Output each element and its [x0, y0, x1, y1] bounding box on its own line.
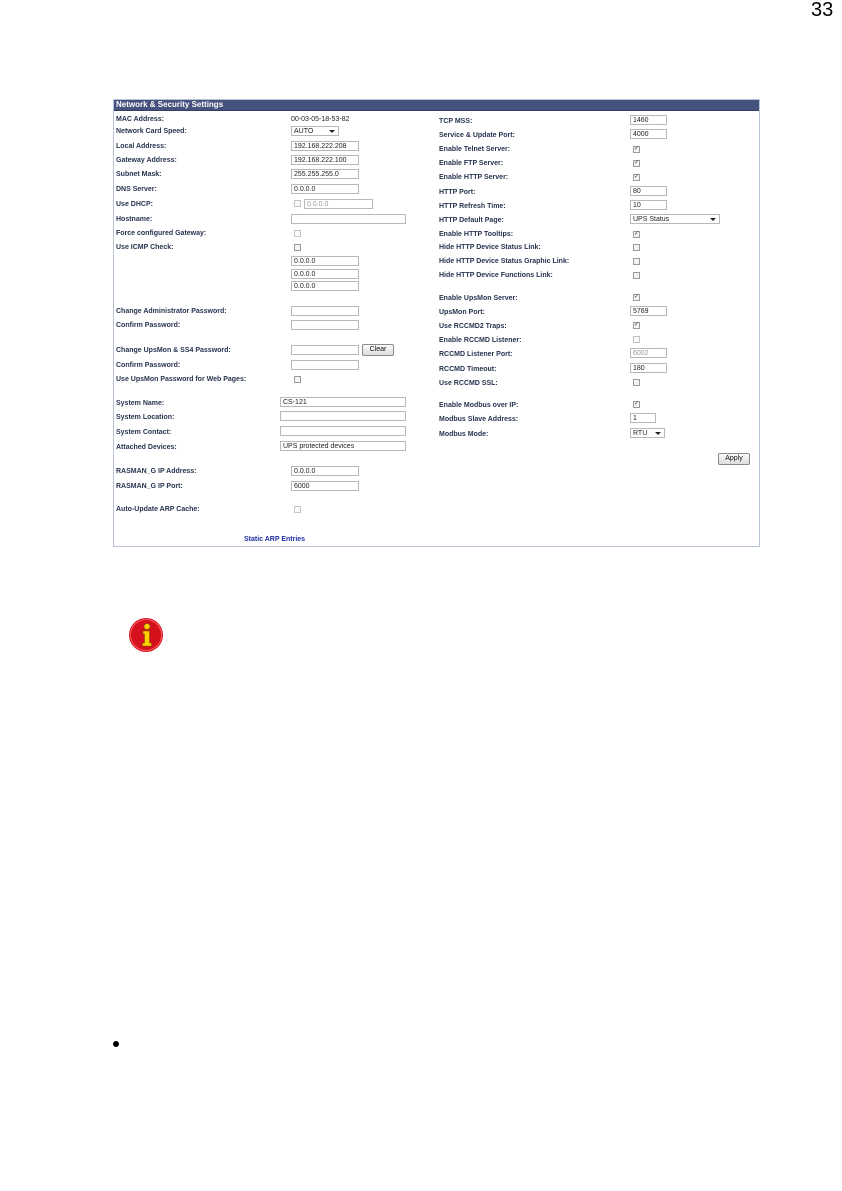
enable-http-checkbox[interactable] [633, 174, 640, 181]
hide-functions-link-label: Hide HTTP Device Functions Link: [439, 272, 553, 279]
rccmd-listener-port-input[interactable]: 6002 [630, 348, 667, 358]
http-refresh-time-input[interactable]: 10 [630, 200, 667, 210]
admin-password-input[interactable] [291, 306, 359, 316]
use-dhcp-checkbox[interactable] [294, 200, 301, 207]
system-name-input[interactable]: CS-121 [280, 397, 406, 407]
subnet-mask-input[interactable]: 255.255.255.0 [291, 169, 359, 179]
service-update-port-input[interactable]: 4000 [630, 129, 667, 139]
icmp-ip-input-2[interactable]: 0.0.0.0 [291, 269, 359, 279]
enable-rccmd-listener-checkbox[interactable] [633, 336, 640, 343]
system-contact-input[interactable] [280, 426, 406, 436]
mac-address-label: MAC Address: [116, 116, 164, 123]
clear-button[interactable]: Clear [362, 344, 394, 356]
subnet-mask-label: Subnet Mask: [116, 171, 162, 178]
use-icmp-check-label: Use ICMP Check: [116, 244, 174, 251]
system-location-label: System Location: [116, 414, 175, 421]
http-port-input[interactable]: 80 [630, 186, 667, 196]
info-icon [127, 616, 165, 654]
rasman-ip-address-label: RASMAN_G IP Address: [116, 468, 197, 475]
enable-upsmon-server-label: Enable UpsMon Server: [439, 295, 518, 302]
use-dhcp-label: Use DHCP: [116, 201, 153, 208]
use-rccmd-ssl-checkbox[interactable] [633, 379, 640, 386]
rasman-ip-address-input[interactable]: 0.0.0.0 [291, 466, 359, 476]
rasman-ip-port-input[interactable]: 6000 [291, 481, 359, 491]
attached-devices-label: Attached Devices: [116, 444, 177, 451]
icmp-ip-input-3[interactable]: 0.0.0.0 [291, 281, 359, 291]
panel-header [114, 100, 759, 111]
force-gateway-label: Force configured Gateway: [116, 230, 207, 237]
enable-ftp-checkbox[interactable] [633, 160, 640, 167]
static-arp-entries-link[interactable]: Static ARP Entries [244, 536, 306, 543]
modbus-mode-value: RTU [633, 430, 648, 437]
checkmark-icon: ✓ [634, 294, 640, 300]
dns-server-input[interactable]: 0.0.0.0 [291, 184, 359, 194]
network-card-speed-value: AUTO [294, 128, 314, 135]
enable-http-tooltips-checkbox[interactable] [633, 231, 640, 238]
attached-devices-input[interactable]: UPS protected devices [280, 441, 406, 451]
admin-password-label: Change Administrator Password: [116, 308, 227, 315]
http-port-label: HTTP Port: [439, 189, 476, 196]
enable-modbus-checkbox[interactable] [633, 401, 640, 408]
hide-status-graphic-link-checkbox[interactable] [633, 258, 640, 265]
local-address-input[interactable]: 192.168.222.208 [291, 141, 359, 151]
apply-button[interactable]: Apply [718, 453, 750, 465]
chevron-down-icon [329, 130, 335, 133]
chevron-down-icon [710, 218, 716, 221]
network-security-panel [113, 99, 760, 547]
auto-update-arp-cache-label: Auto-Update ARP Cache: [116, 506, 200, 513]
modbus-mode-label: Modbus Mode: [439, 431, 489, 438]
http-default-page-value: UPS Status [633, 216, 670, 223]
network-card-speed-label: Network Card Speed: [116, 128, 187, 135]
use-rccmd2-traps-checkbox[interactable] [633, 322, 640, 329]
dns-server-label: DNS Server: [116, 186, 157, 193]
system-location-input[interactable] [280, 411, 406, 421]
checkmark-icon: ✓ [634, 401, 640, 407]
upsmon-password-input[interactable] [291, 345, 359, 355]
hide-status-graphic-link-label: Hide HTTP Device Status Graphic Link: [439, 258, 570, 265]
hide-functions-link-checkbox[interactable] [633, 272, 640, 279]
upsmon-web-password-label: Use UpsMon Password for Web Pages: [116, 376, 247, 383]
checkmark-icon: ✓ [634, 174, 640, 180]
confirm-admin-password-input[interactable] [291, 320, 359, 330]
enable-modbus-label: Enable Modbus over IP: [439, 402, 519, 409]
icmp-ip-input-1[interactable]: 0.0.0.0 [291, 256, 359, 266]
gateway-address-input[interactable]: 192.168.222.100 [291, 155, 359, 165]
bullet-icon [113, 1041, 119, 1047]
service-update-port-label: Service & Update Port: [439, 132, 515, 139]
tcp-mss-label: TCP MSS: [439, 118, 473, 125]
upsmon-port-input[interactable]: 5769 [630, 306, 667, 316]
system-name-label: System Name: [116, 400, 165, 407]
enable-http-tooltips-label: Enable HTTP Tooltips: [439, 231, 514, 238]
upsmon-web-password-checkbox[interactable] [294, 376, 301, 383]
confirm-upsmon-password-input[interactable] [291, 360, 359, 370]
enable-upsmon-server-checkbox[interactable] [633, 294, 640, 301]
network-card-speed-select[interactable] [291, 126, 339, 136]
upsmon-password-label: Change UpsMon & SS4 Password: [116, 347, 231, 354]
checkmark-icon: ✓ [634, 146, 640, 152]
rccmd-timeout-label: RCCMD Timeout: [439, 366, 497, 373]
confirm-upsmon-password-label: Confirm Password: [116, 362, 181, 369]
force-gateway-checkbox[interactable] [294, 230, 301, 237]
modbus-mode-select[interactable] [630, 428, 665, 438]
mac-address-value: 00-03-05-18-53-82 [291, 116, 350, 123]
chevron-down-icon [655, 432, 661, 435]
enable-telnet-checkbox[interactable] [633, 146, 640, 153]
rccmd-listener-port-label: RCCMD Listener Port: [439, 351, 513, 358]
use-icmp-check-checkbox[interactable] [294, 244, 301, 251]
checkmark-icon: ✓ [634, 231, 640, 237]
http-refresh-time-label: HTTP Refresh Time: [439, 203, 506, 210]
gateway-address-label: Gateway Address: [116, 157, 177, 164]
modbus-slave-address-label: Modbus Slave Address: [439, 416, 519, 423]
use-rccmd-ssl-label: Use RCCMD SSL: [439, 380, 498, 387]
enable-rccmd-listener-label: Enable RCCMD Listener: [439, 337, 522, 344]
enable-telnet-label: Enable Telnet Server: [439, 146, 511, 153]
panel-title: Network & Security Settings [116, 100, 224, 109]
use-rccmd2-traps-label: Use RCCMD2 Traps: [439, 323, 507, 330]
tcp-mss-input[interactable]: 1460 [630, 115, 667, 125]
modbus-slave-address-input[interactable]: 1 [630, 413, 656, 423]
enable-http-label: Enable HTTP Server: [439, 174, 509, 181]
checkmark-icon: ✓ [634, 160, 640, 166]
http-default-page-label: HTTP Default Page: [439, 217, 504, 224]
enable-ftp-label: Enable FTP Server: [439, 160, 504, 167]
hide-status-link-label: Hide HTTP Device Status Link: [439, 244, 541, 251]
upsmon-port-label: UpsMon Port: [439, 309, 485, 316]
system-contact-label: System Contact: [116, 429, 172, 436]
hostname-label: Hostname: [116, 216, 153, 223]
hide-status-link-checkbox[interactable] [633, 244, 640, 251]
page-number: 33 [811, 0, 834, 21]
confirm-admin-password-label: Confirm Password: [116, 322, 181, 329]
local-address-label: Local Address: [116, 143, 167, 150]
dhcp-address-input[interactable]: 0.0.0.0 [304, 199, 373, 209]
rasman-ip-port-label: RASMAN_G IP Port: [116, 483, 183, 490]
rccmd-timeout-input[interactable]: 180 [630, 363, 667, 373]
http-default-page-select[interactable] [630, 214, 720, 224]
auto-update-arp-cache-checkbox[interactable] [294, 506, 301, 513]
hostname-input[interactable] [291, 214, 406, 224]
checkmark-icon: ✓ [634, 322, 640, 328]
